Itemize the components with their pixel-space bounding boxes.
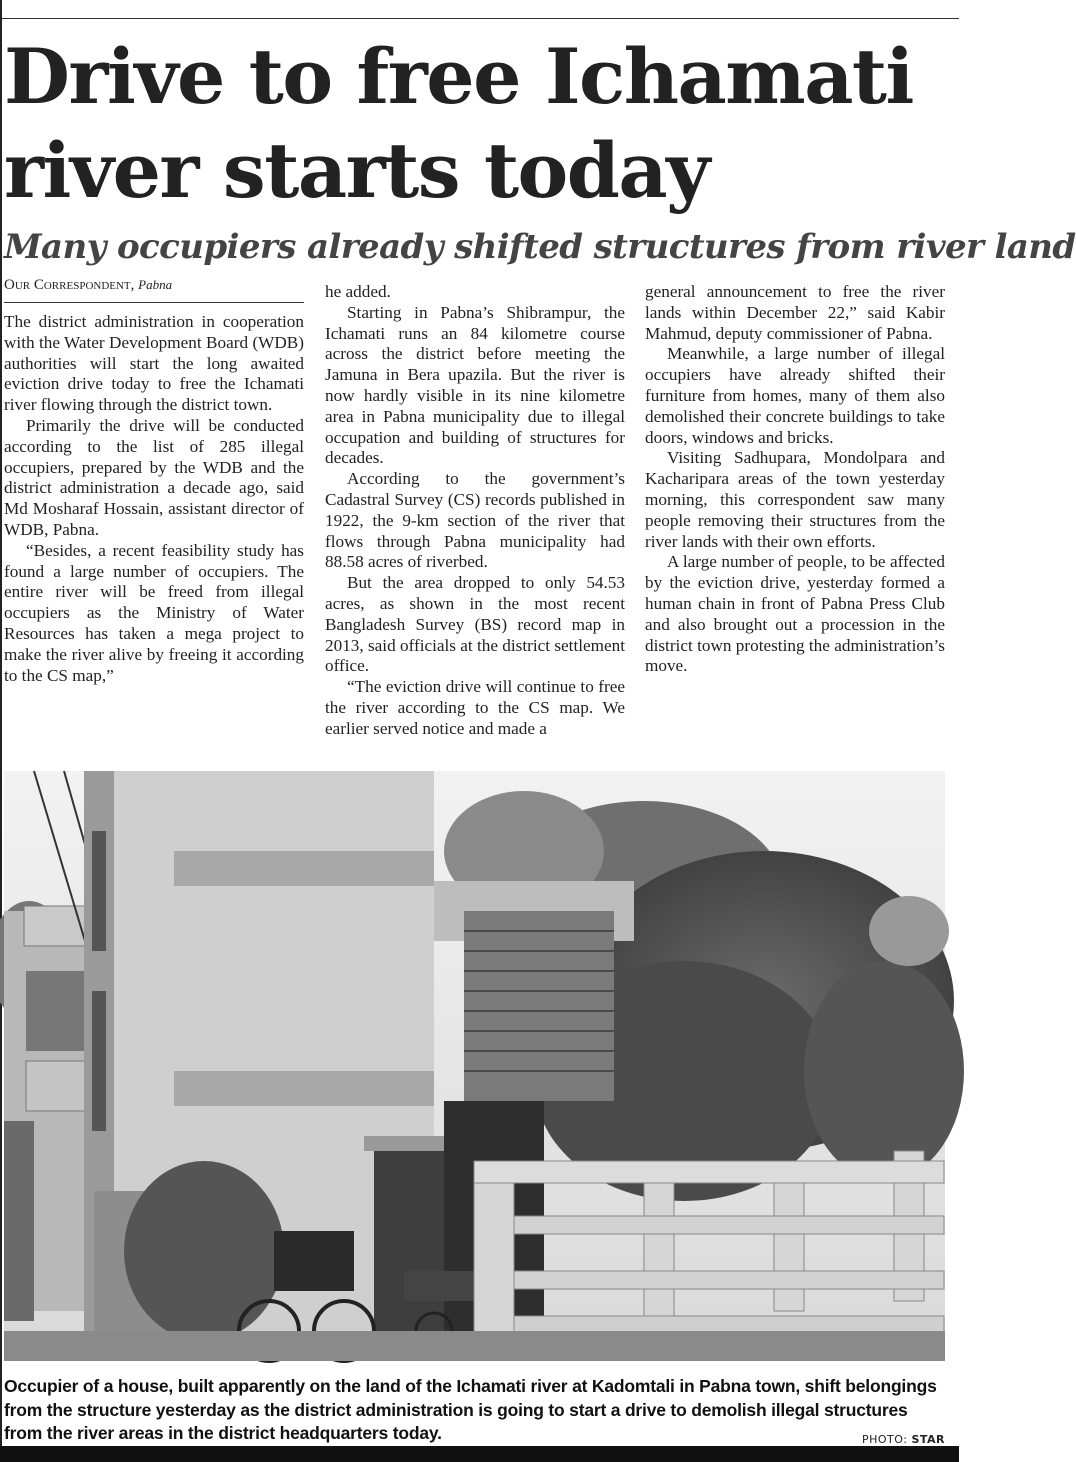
ground	[4, 1331, 945, 1361]
paragraph: A large number of people, to be affected by the eviction drive, yesterday formed a human chain in front of Pabna Press Club and also brought out a procession in the district town protesting the administration’s move.	[645, 552, 945, 676]
bottom-bar	[0, 1446, 959, 1462]
photo-credit-label: PHOTO:	[861, 1433, 908, 1446]
paragraph: Starting in Pabna’s Shibrampur, the Ichamati runs an 84 kilometre course across the district before meeting the Jamuna in Bera upazila. But the river is now hardly visible in its nine kilometre area in Pabna municipality due to illegal occupation and building of structures for decades.	[325, 302, 625, 468]
paragraph: he added.	[325, 282, 391, 301]
top-rule	[0, 18, 959, 19]
byline-location: Pabna	[138, 277, 173, 292]
headline: Drive to free Ichamati river starts today	[4, 32, 913, 215]
paragraph: “The eviction drive will continue to free the river according to the CS map. We earlier served notice and made a	[325, 677, 625, 738]
paragraph: Primarily the drive will be conducted according to the list of 285 illegal occupiers, prepared by the WDB and the district administration a decade ago, said Md Mosharaf Hossain, assistant director of WDB, Pabna.	[4, 415, 304, 539]
article-column-2	[325, 282, 625, 740]
byline-author: Our Correspondent,	[4, 277, 135, 293]
photo-credit-source: STAR	[911, 1433, 945, 1446]
bush	[124, 1161, 284, 1341]
byline	[4, 277, 304, 294]
byline-rule	[4, 302, 304, 303]
article-column-3	[645, 282, 945, 677]
left-rule	[0, 0, 2, 1446]
photo-illustration	[4, 771, 945, 1361]
subheadline: Many occupiers already shifted structures from river land	[4, 227, 1076, 267]
paragraph: Meanwhile, a large number of illegal occupiers have already shifted their furniture from homes, many of them also demolished their concrete buildings to take doors, windows and bricks.	[645, 344, 945, 447]
paragraph: Visiting Sadhupara, Mondolpara and Kacharipara areas of the town yesterday morning, this correspondent saw many people removing their structures from the river lands with their own efforts.	[645, 448, 945, 551]
paragraph: But the area dropped to only 54.53 acres, as shown in the most recent Bangladesh Survey (BS) record map in 2013, said officials at the district settlement office.	[325, 573, 625, 676]
paragraph: general announcement to free the river lands within December 22,” said Kabir Mahmud, deputy commissioner of Pabna.	[645, 282, 945, 343]
paragraph: According to the government’s Cadastral Survey (CS) records published in 1922, the 9-km section of the river that flows through Pabna municipality had 88.58 acres of riverbed.	[325, 469, 625, 572]
news-photo	[4, 771, 945, 1361]
paragraph: “Besides, a recent feasibility study has found a large number of occupiers. The entire river will be freed from illegal occupiers as the Ministry of Water Resources has taken a mega project to make the river alive by freeing it according to the CS map,”	[4, 540, 304, 685]
photo-credit	[862, 1433, 945, 1446]
article-column-1	[4, 312, 304, 686]
photo-caption: Occupier of a house, built apparently on the land of the Ichamati river at Kadomtali in Pabna town, shift belongings from the structure yesterday as the district administration is going to start a drive to demolish illegal structures from the river areas in the district headquarters today.	[4, 1376, 937, 1443]
paragraph: The district administration in cooperation with the Water Development Board (WDB) authorities will start the long awaited eviction drive today to free the Ichamati river flowing through the district town.	[4, 312, 304, 415]
